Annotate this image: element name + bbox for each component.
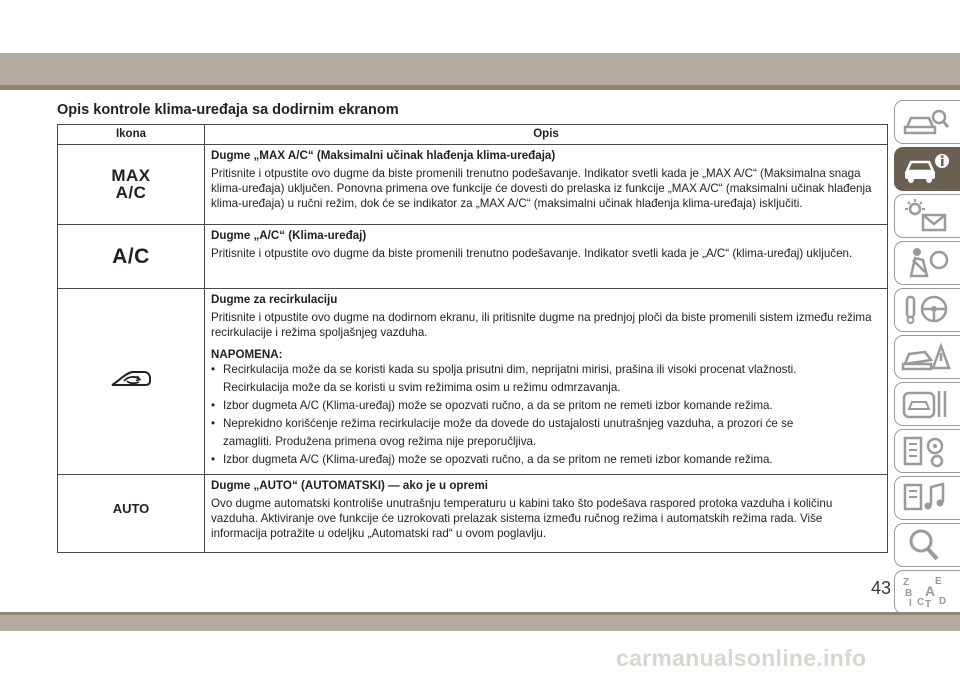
tab-index[interactable] — [894, 570, 960, 614]
note-text: Neprekidno korišćenje režima recirkulacije može da dovede do ustajalosti unutrašnjeg vazduha, a prozori će se — [223, 417, 794, 430]
note-title: NAPOMENA: — [211, 348, 283, 361]
tab-key-steering[interactable] — [894, 288, 960, 332]
table-row — [58, 475, 888, 553]
multimedia-music-icon — [901, 481, 951, 515]
tab-warning-lights[interactable] — [894, 194, 960, 238]
search-magnifier-icon — [901, 528, 951, 562]
max-ac-icon-cell — [58, 145, 205, 225]
max-ac-title: Dugme „MAX A/C“ (Maksimalni učinak hlađenja klima-uređaja) — [211, 149, 556, 162]
header-icon: Ikona — [58, 125, 205, 145]
svg-text:C: C — [917, 597, 925, 608]
note-text: Izbor dugmeta A/C (Klima-uređaj) može se opozvati ručno, a da se pritom ne remeti izbor komande režima. — [223, 399, 773, 412]
recirculation-title: Dugme za recirkulaciju — [211, 293, 338, 306]
note-subtext: zamagliti. Produžena primena ovog režima nije preporučljiva. — [223, 435, 537, 448]
breakdown-car-icon — [901, 340, 951, 374]
auto-title: Dugme „AUTO“ (AUTOMATSKI) — ako je u opremi — [211, 479, 488, 492]
recirculation-text: Pritisnite i otpustite ovo dugme na dodirnom ekranu, ili pritisnite dugme na prednjoj ploči da biste promenili sistem između režima recirkulacije i režima spoljašnjeg vazduha. — [211, 311, 872, 339]
svg-text:Z: Z — [903, 577, 910, 588]
car-search-icon — [901, 105, 951, 139]
list-item — [211, 362, 881, 395]
svg-text:B: B — [905, 588, 913, 599]
climate-control-table — [57, 124, 888, 553]
alphabetical-index-icon — [901, 575, 951, 609]
footer-band — [0, 615, 960, 631]
max-ac-text: Pritisnite i otpustite ovo dugme da biste promenili trenutno podešavanje. Indikator svetli kada je „MAX A/C“ (Maksimalna snaga klima-uređaja) uključen. Ponovna primena ove funkcije će dovesti do prelaska iz funkcije „MAX A/C“ (maksimalni učinak hlađenja klima-uređaja) u ručni režim, dok će se indikator za „MAX A/C“ (maksimalni učinak hlađenja klima-uređaja) isključiti. — [211, 167, 872, 210]
seatbelt-airbag-icon — [901, 246, 951, 280]
ac-icon-cell — [58, 225, 205, 289]
header-band — [0, 53, 960, 85]
ac-text: Pritisnite i otpustite ovo dugme da biste promenili trenutno podešavanje. Indikator svetli kada je „A/C“ (klima-uređaj) uključen. — [211, 247, 853, 260]
svg-text:T: T — [925, 599, 932, 609]
table-header-row — [58, 125, 888, 145]
list-item — [211, 398, 881, 413]
warning-lights-message-icon — [901, 199, 951, 233]
tab-search[interactable] — [894, 523, 960, 567]
max-ac-label-line1: MAX — [111, 166, 151, 185]
svg-text:I: I — [909, 598, 912, 609]
table-row — [58, 145, 888, 225]
tab-multimedia[interactable] — [894, 476, 960, 520]
section-title: Opis kontrole klima-uređaja sa dodirnim ekranom — [57, 102, 399, 118]
recirculation-description — [205, 289, 888, 475]
ac-icon: A/C — [112, 244, 150, 268]
tab-car-info[interactable] — [894, 147, 960, 191]
page-number: 43 — [871, 578, 892, 598]
svg-text:E: E — [935, 576, 942, 587]
svg-text:D: D — [939, 596, 947, 607]
svg-text:A: A — [925, 583, 936, 599]
recirculation-icon-cell — [58, 289, 205, 475]
key-steering-wheel-icon — [901, 293, 951, 327]
recirculation-icon — [108, 380, 154, 393]
ac-title: Dugme „A/C“ (Klima-uređaj) — [211, 229, 367, 242]
tab-seatbelt-airbag[interactable] — [894, 241, 960, 285]
table-row — [58, 289, 888, 475]
table-row — [58, 225, 888, 289]
tab-specifications[interactable] — [894, 429, 960, 473]
auto-icon: AUTO — [112, 501, 150, 516]
max-ac-icon — [64, 167, 198, 201]
header-description: Opis — [205, 125, 888, 145]
car-service-tools-icon — [901, 387, 951, 421]
auto-description — [205, 475, 888, 553]
specifications-gear-icon — [901, 434, 951, 468]
list-item — [211, 452, 881, 467]
header-band-line — [0, 85, 960, 90]
tab-breakdown[interactable] — [894, 335, 960, 379]
max-ac-description — [205, 145, 888, 225]
ac-description — [205, 225, 888, 289]
note-text: Izbor dugmeta A/C (Klima-uređaj) može se opozvati ručno, a da se pritom ne remeti izbor komande režima. — [223, 453, 773, 466]
auto-icon-cell — [58, 475, 205, 553]
tab-service[interactable] — [894, 382, 960, 426]
tab-car-search[interactable] — [894, 100, 960, 144]
max-ac-label-line2: A/C — [115, 183, 147, 202]
auto-text: Ovo dugme automatski kontroliše unutrašnju temperaturu u kabini tako što podešava raspored protoka vazduha i količinu vazduha. Aktiviranje ove funkcije će uzrokovati prelazak sistema između ručnog režima i automatskih režima rada. Više informacija potražite u odeljku „Automatski rad“ u ovom poglavlju. — [211, 497, 833, 540]
note-subtext: Recirkulacija može da se koristi u svim režimima osim u režimu odmrzavanja. — [223, 381, 621, 394]
note-text: Recirkulacija može da se koristi kada su spolja prisutni dim, neprijatni mirisi, prašina ili visoki procenat vlažnosti. — [223, 363, 797, 376]
notes-list — [211, 362, 881, 467]
list-item — [211, 416, 881, 449]
watermark: carmanualsonline.info — [616, 645, 867, 671]
car-info-icon — [901, 152, 951, 186]
